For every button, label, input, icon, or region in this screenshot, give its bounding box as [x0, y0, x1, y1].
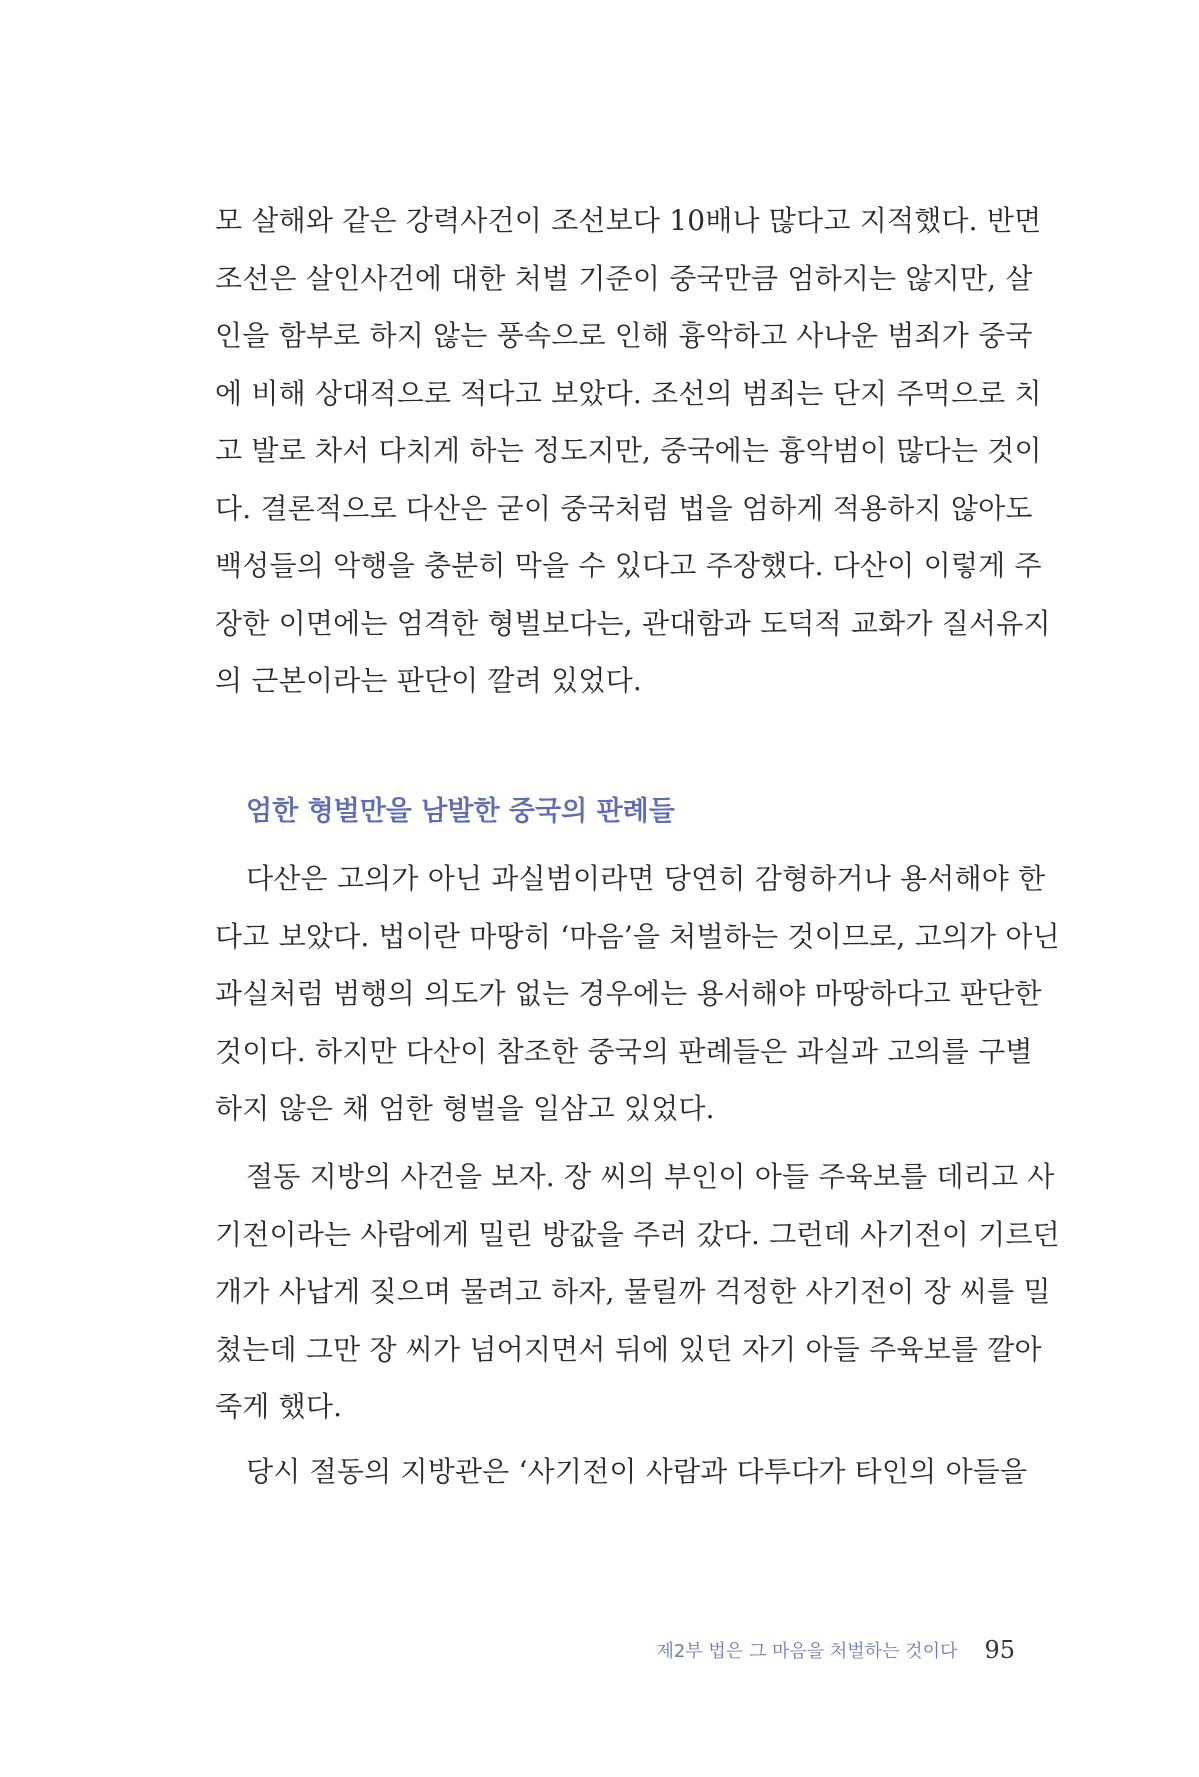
text-line: 백성들의 악행을 충분히 막을 수 있다고 주장했다. 다산이 이렇게 주 [215, 549, 1042, 582]
text-line: 에 비해 상대적으로 적다고 보았다. 조선의 범죄는 단지 주먹으로 치 [215, 376, 1042, 410]
text-line: 쳤는데 그만 장 씨가 넘어지면서 뒤에 있던 자기 아들 주육보를 깔아 [215, 1332, 1042, 1366]
text-line: 것이다. 하지만 다산이 참조한 중국의 판례들은 과실과 고의를 구별 [215, 1034, 1033, 1068]
text-line: 기전이라는 사람에게 밀린 방값을 주러 갔다. 그런데 사기전이 기르던 [215, 1217, 1060, 1251]
text-line: 죽게 했다. [215, 1390, 343, 1423]
text-line: 의 근본이라는 판단이 깔려 있었다. [215, 664, 642, 697]
page-footer [620, 1636, 1015, 1676]
text-line: 하지 않은 채 엄한 형벌을 일삼고 있었다. [215, 1092, 715, 1125]
text-line: 모 살해와 같은 강력사건이 조선보다 10배나 많다고 지적했다. 반면 [215, 204, 1042, 237]
body-paragraph-4 [215, 1443, 1028, 1501]
text-line: 다. 결론적으로 다산은 굳이 중국처럼 법을 엄하게 적용하지 않아도 [215, 491, 1033, 525]
body-paragraph-2 [215, 850, 1060, 1138]
text-line: 고 발로 차서 다치게 하는 정도지만, 중국에는 흉악범이 많다는 것이 [215, 434, 1042, 467]
text-line: 개가 사납게 짖으며 물려고 하자, 물릴까 걱정한 사기전이 장 씨를 밀 [215, 1275, 1051, 1308]
text-line: 장한 이면에는 엄격한 형벌보다는, 관대함과 도덕적 교화가 질서유지 [215, 606, 1051, 640]
page-number: 95 [984, 1636, 1015, 1664]
text-line: 조선은 살인사건에 대한 처벌 기준이 중국만큼 엄하지는 않지만, 살 [215, 261, 1033, 295]
running-title: 제2부 법은 그 마음을 처벌하는 것이다 [656, 1641, 958, 1662]
body-paragraph-3 [215, 1148, 1060, 1436]
text-line: 과실처럼 범행의 의도가 없는 경우에는 용서해야 마땅하다고 판단한 [215, 977, 1042, 1010]
text-line: 당시 절동의 지방관은 ‘사기전이 사람과 다투다가 타인의 아들을 [246, 1455, 1028, 1488]
text-line: 인을 함부로 하지 않는 풍속으로 인해 흉악하고 사나운 범죄가 중국 [215, 319, 1033, 352]
text-line: 절동 지방의 사건을 보자. 장 씨의 부인이 아들 주육보를 데리고 사 [246, 1160, 1055, 1193]
text-line: 다고 보았다. 법이란 마땅히 ‘마음’을 처벌하는 것이므로, 고의가 아닌 [215, 919, 1060, 953]
text-line: 다산은 고의가 아닌 과실범이라면 당연히 감형하거나 용서해야 한 [246, 862, 1046, 895]
body-paragraph-1 [215, 192, 1051, 710]
section-heading: 엄한 형벌만을 남발한 중국의 판례들 [246, 796, 675, 827]
